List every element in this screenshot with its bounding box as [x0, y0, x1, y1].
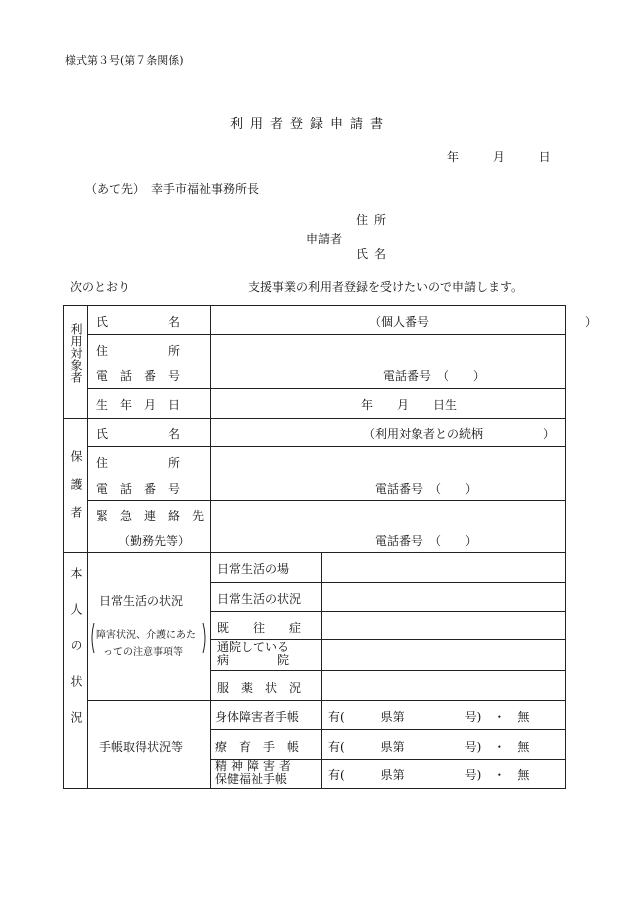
subject-address-label: 住 所: [96, 344, 181, 358]
physical-handbook-field[interactable]: 有( 県第 号) ・ 無: [328, 710, 530, 724]
addressee: （あて先） 幸手市福祉事務所長: [85, 182, 260, 196]
guardian-phone-label: 電 話 番 号: [96, 482, 181, 496]
page-title: 利用者登録申請書: [230, 117, 391, 132]
daily-life-note-2: っての注意事項等: [103, 647, 183, 658]
mental-handbook-field[interactable]: 有( 県第 号) ・ 無: [328, 768, 530, 782]
applicant-label: 申請者: [306, 232, 343, 246]
hospital-label-2: 病 院: [217, 653, 290, 667]
intro-text-right: 支援事業の利用者登録を受けたいので申請します。: [248, 280, 524, 294]
form-number: 様式第３号(第７条関係): [65, 54, 184, 67]
mental-handbook-label-1: 精神障害者: [215, 759, 296, 773]
applicant-address-label: 住所: [356, 213, 393, 227]
application-table: [63, 305, 598, 789]
subject-personal-number[interactable]: （個人番号 ）: [369, 315, 598, 329]
medication-label: 服 薬 状 況: [217, 681, 302, 695]
application-date[interactable]: 年 月 日: [447, 150, 551, 164]
intro-text-left: 次のとおり: [70, 280, 131, 294]
subject-birth-label: 生 年 月 日: [96, 398, 181, 412]
rehab-handbook-label: 療 育 手 帳: [215, 740, 300, 754]
mental-handbook-label-2: 保健福祉手帳: [215, 772, 288, 786]
guardian-address-label: 住 所: [96, 456, 181, 470]
daily-life-label: 日常生活の状況: [99, 594, 184, 608]
guardian-phone-field[interactable]: 電話番号 （ ）: [375, 482, 478, 496]
subject-phone-field[interactable]: 電話番号 （ ）: [383, 369, 486, 383]
living-place-label: 日常生活の場: [217, 562, 290, 576]
guardian-relation-field[interactable]: （利用対象者との続柄 ）: [363, 427, 556, 441]
emergency-contact-sublabel: （勤務先等）: [118, 534, 191, 548]
applicant-name-label: 氏名: [356, 247, 393, 261]
emergency-contact-label: 緊 急 連 絡 先: [96, 509, 205, 523]
daily-life-note-1: 障害状況、介護にあた: [96, 630, 196, 641]
status-section-label: 本人の状況: [69, 567, 83, 747]
guardian-section-label: 保護者: [69, 450, 83, 534]
daily-status-label: 日常生活の状況: [217, 592, 302, 606]
hospital-label-1: 通院している: [217, 640, 290, 654]
emergency-phone-field[interactable]: 電話番号 （ ）: [375, 534, 478, 548]
physical-handbook-label: 身体障害者手帳: [215, 710, 300, 724]
guardian-name-label: 氏 名: [96, 427, 181, 441]
subject-phone-label: 電 話 番 号: [96, 369, 181, 383]
subject-section-label: 利用対象者: [69, 323, 83, 383]
subject-birth-field[interactable]: 年 月 日生: [361, 398, 458, 412]
handbook-label: 手帳取得状況等: [99, 740, 184, 754]
rehab-handbook-field[interactable]: 有( 県第 号) ・ 無: [328, 740, 530, 754]
medical-history-label: 既 往 症: [217, 621, 302, 635]
subject-name-label: 氏 名: [96, 315, 181, 329]
